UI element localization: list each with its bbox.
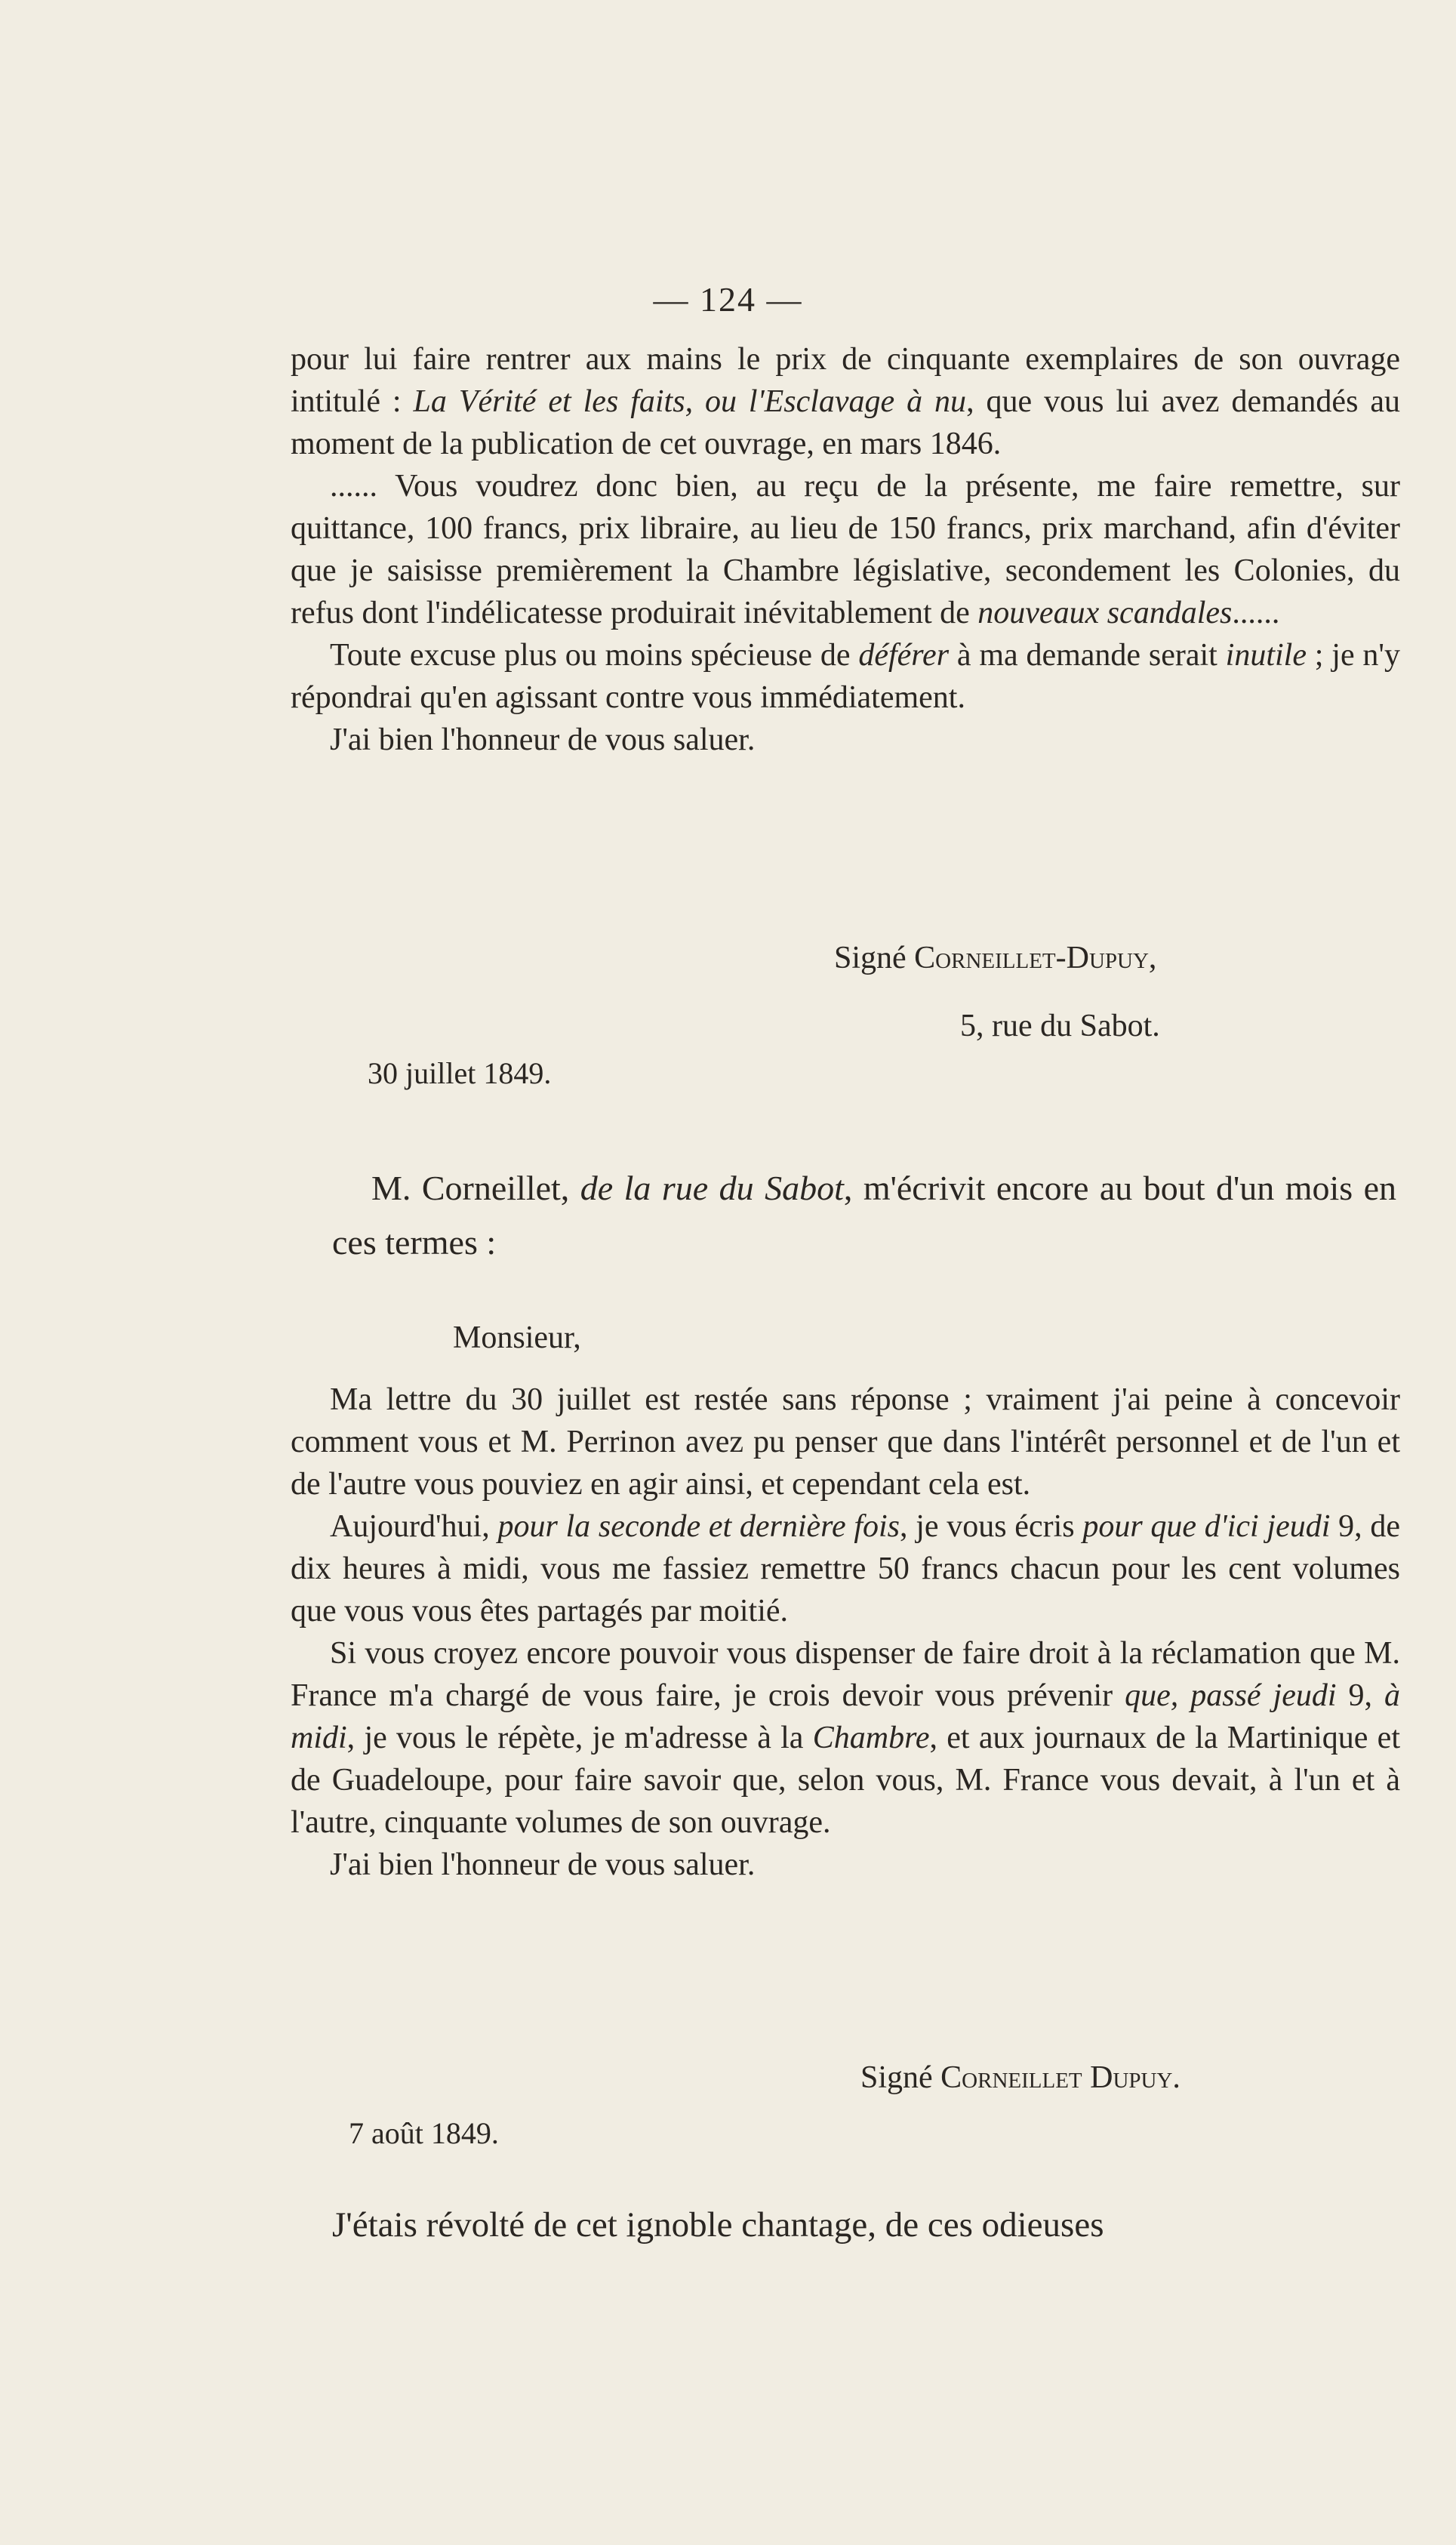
letter1-closing: J'ai bien l'honneur de vous saluer. — [330, 723, 756, 757]
narrative-paragraph-2: J'étais révolté de cet ignoble chantage, de ces odieuses — [332, 2205, 1104, 2245]
letter1-paragraph-3: Toute excuse plus ou moins spécieuse de déférer à ma demande serait inutile ; je n'y répondrai qu'en agissant contre vous immédiatement. — [291, 638, 1400, 715]
letter1-paragraph-1: pour lui faire rentrer aux mains le prix de cinquante exemplaires de son ouvrage intitulé : La Vérité et les faits, ou l'Esclavage à nu, que vous lui avez demandés au moment de la publication de cet ouvrage, en mars 1846. — [291, 342, 1400, 461]
letter1-signature: Signé Corneillet-Dupuy, — [834, 941, 1157, 975]
letter2-paragraph-1: Ma lettre du 30 juillet est restée sans réponse ; vraiment j'ai peine à concevoir comment vous et M. Perrinon avez pu penser que dans l'intérêt personnel et de l'un et de l'autre vous pouviez en agir ainsi, et cependant cela est. — [291, 1382, 1400, 1502]
letter-first — [291, 338, 1400, 761]
letter1-paragraph-2: ...... Vous voudrez donc bien, au reçu de la présente, me faire remettre, sur quittance, 100 francs, prix libraire, au lieu de 150 francs, prix marchand, afin d'éviter que je saisisse premièrement la Chambre législative, secondement les Colonies, du refus dont l'indélicatesse produirait inévitablement de nouveaux scandales...... — [291, 469, 1400, 630]
letter2-closing: J'ai bien l'honneur de vous saluer. — [330, 1847, 756, 1882]
letter-second — [291, 1379, 1400, 1886]
page-number: — 124 — — [653, 280, 803, 319]
letter1-address: 5, rue du Sabot. — [960, 1009, 1160, 1043]
letter1-date: 30 juillet 1849. — [368, 1056, 552, 1090]
letter1-signer: Corneillet-Dupuy, — [914, 941, 1157, 975]
letter2-paragraph-3: Si vous croyez encore pouvoir vous dispenser de faire droit à la réclamation que M. France m'a chargé de vous faire, je crois devoir vous prévenir que, passé jeudi 9, à midi, je vous le répète, je m'adresse à la Chambre, et aux journaux de la Martinique et de Guadeloupe, pour faire savoir que, selon vous, M. France vous devait, à l'un et à l'autre, cinquante volumes de son ouvrage. — [291, 1636, 1401, 1840]
letter2-paragraph-2: Aujourd'hui, pour la seconde et dernière fois, je vous écris pour que d'ici jeudi 9, de dix heures à midi, vous me fassiez remettre 50 francs chacun pour les cent volumes que vous vous êtes partagés par moitié. — [291, 1509, 1400, 1628]
book-title: La Vérité et les faits, ou l'Esclavage à nu — [413, 384, 967, 419]
letter2-date: 7 août 1849. — [349, 2116, 499, 2150]
letter2-salutation: Monsieur, — [453, 1320, 581, 1355]
narrative-paragraph-1: M. Corneillet, de la rue du Sabot, m'écrivit encore au bout d'un mois en ces termes : — [332, 1169, 1397, 1262]
letter2-signature: Signé Corneillet Dupuy. — [860, 2060, 1180, 2095]
letter2-signer: Corneillet Dupuy. — [940, 2060, 1180, 2095]
